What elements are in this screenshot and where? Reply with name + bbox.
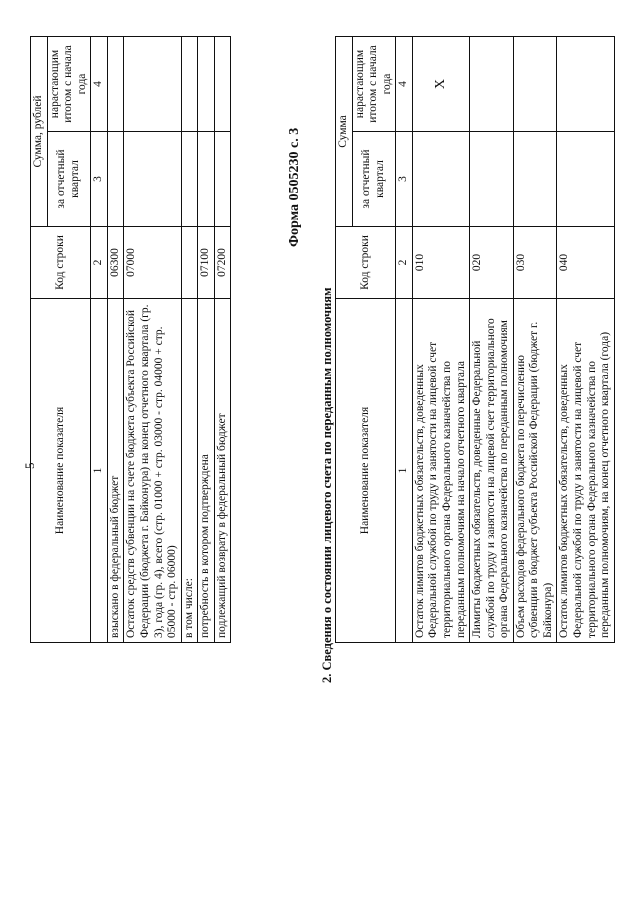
table-header-row [31,36,48,642]
row-cumulative-value: X [412,36,469,131]
row-cumulative-value [470,36,514,131]
table-row [470,36,514,642]
table-row [181,36,198,642]
table-row [198,36,215,642]
row-name: в том числе: [181,299,198,643]
col-number: 2 [91,227,108,299]
table-row [513,36,557,642]
row-name: подлежащий возврату в федеральный бюджет [214,299,231,643]
col-sum-header: Сумма [336,36,353,226]
col-number: 4 [396,36,413,131]
row-cumulative-value [198,36,215,131]
row-quarter-value [470,132,514,227]
col-quarter-header: за отчетный квартал [47,132,91,227]
col-cumulative-header: нарастающим итогом с начала года [352,36,396,131]
col-number: 2 [396,227,413,299]
col-name-header: Наименование показателя [336,299,396,643]
col-number: 1 [396,299,413,643]
col-number: 1 [91,299,108,643]
row-code: 07200 [214,227,231,299]
row-name: взыскано в федеральный бюджет [107,299,124,643]
row-code: 010 [412,227,469,299]
row-quarter-value [557,132,614,227]
col-code-header: Код строки [336,227,396,299]
table-header-row [336,36,353,642]
row-quarter-value [214,132,231,227]
row-cumulative-value [557,36,614,131]
table-row [107,36,124,642]
table-continuation [30,36,231,643]
col-number: 4 [91,36,108,131]
row-name: Остаток лимитов бюджетных обязательств, доведенных Федеральной службой по труду и занятости на лицевой счет территориального органа Федерального казначейства по переданным полномочиям на начало отчетного квартала [412,299,469,643]
row-code: 030 [513,227,557,299]
row-code [181,227,198,299]
row-code: 07000 [124,227,181,299]
row-quarter-value [181,132,198,227]
row-code: 020 [470,227,514,299]
table-row [214,36,231,642]
row-cumulative-value [214,36,231,131]
table-row [124,36,181,642]
column-numbers-row [396,36,413,642]
row-quarter-value [513,132,557,227]
row-cumulative-value [181,36,198,131]
row-name: Остаток средств субвенции на счете бюджета субъекта Российской Федерации (бюджета г. Байконура) на конец отчетного квартала (гр. 3), года (гр. 4), всего (стр. 01000 + стр. 03000 - стр. 04000 + стр. 05000 - стр. 06000) [124,299,181,643]
row-cumulative-value [107,36,124,131]
col-quarter-header: за отчетный квартал [352,132,396,227]
col-name-header: Наименование показателя [31,299,91,643]
row-quarter-value [198,132,215,227]
col-number: 3 [396,132,413,227]
col-number: 3 [91,132,108,227]
row-code: 07100 [198,227,215,299]
row-name: Лимиты бюджетных обязательств, доведенные Федеральной службой по труду и занятости на лицевой счет территориального органа Федерального казначейства по переданным полномочиям [470,299,514,643]
row-cumulative-value [513,36,557,131]
table-account-status [335,36,615,643]
table-row [412,36,469,642]
table-row [557,36,614,642]
section-title: 2. Сведения о состоянии лицевого счета по переданным полномочиям [320,287,334,683]
col-code-header: Код строки [31,227,91,299]
row-quarter-value [107,132,124,227]
column-numbers-row [91,36,108,642]
row-quarter-value [412,132,469,227]
row-code: 040 [557,227,614,299]
row-name: потребность в котором подтверждена [198,299,215,643]
row-quarter-value [124,132,181,227]
row-name: Объем расходов федерального бюджета по перечислению субвенции в бюджет субъекта Российской Федерации (бюджет г. Байконура) [513,299,557,643]
col-sum-header: Сумма, рублей [31,36,48,226]
row-name: Остаток лимитов бюджетных обязательств, доведенных Федеральной службой по труду и занятости на лицевой счет территориального органа Федерального казначейства по переданным полномочиям, на конец отчетного квартала (года) [557,299,614,643]
row-code: 06300 [107,227,124,299]
col-cumulative-header: нарастающим итогом с начала года [47,36,91,131]
page-number: 5 [22,462,37,469]
row-cumulative-value [124,36,181,131]
form-label: Форма 0505230 с. 3 [287,127,302,247]
